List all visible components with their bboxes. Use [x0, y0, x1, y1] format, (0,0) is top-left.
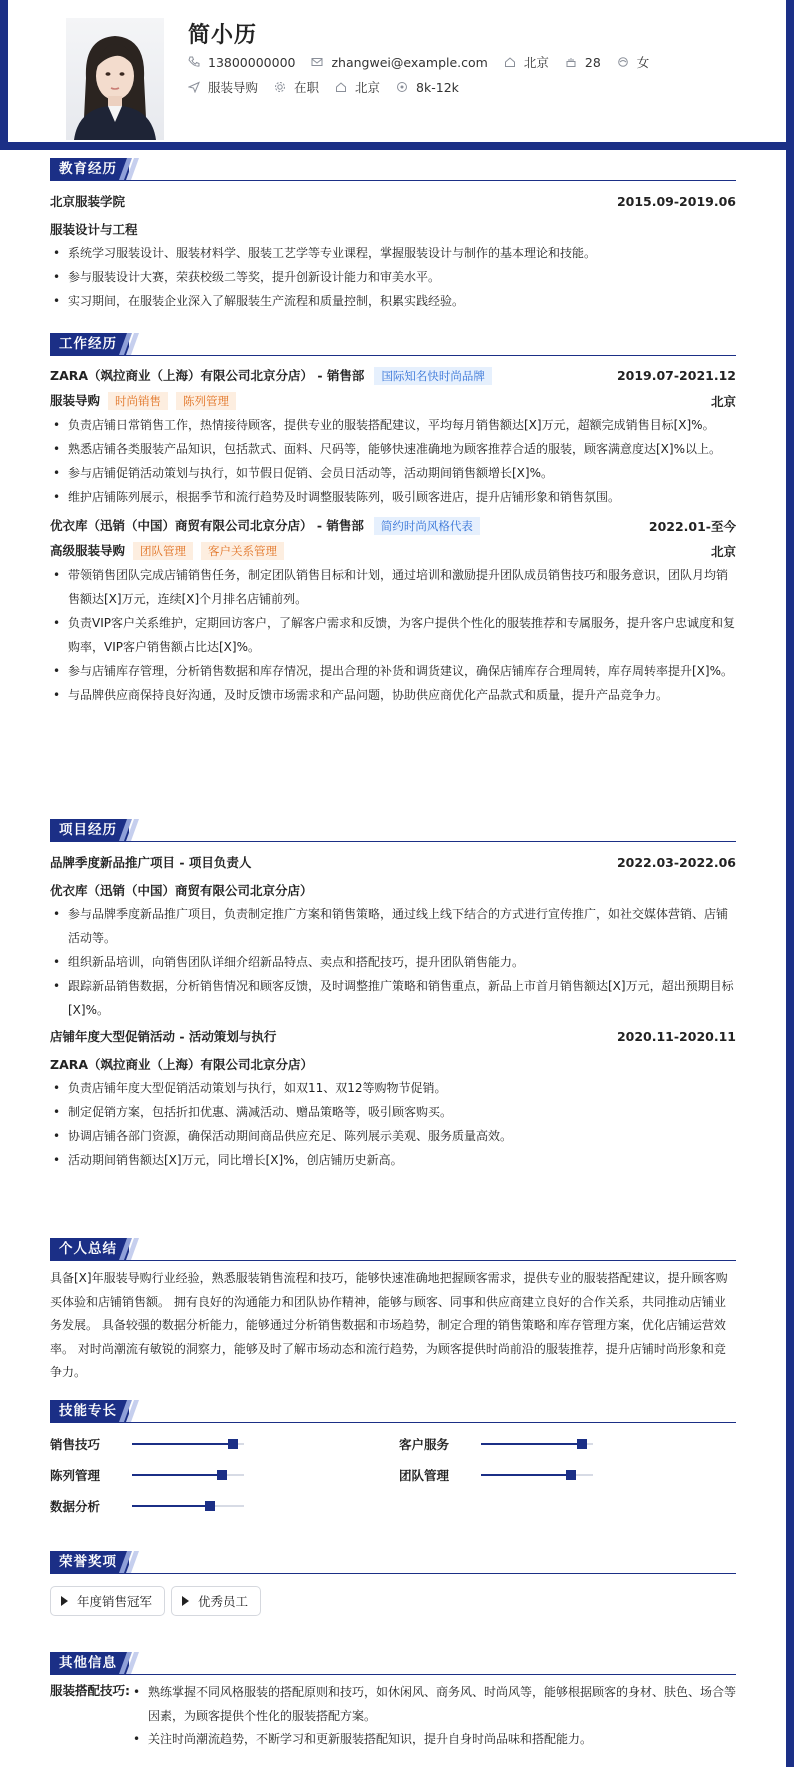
skill-name: 客户服务	[399, 1437, 450, 1452]
avatar	[66, 18, 164, 140]
job-bullets	[50, 563, 736, 707]
school-name: 北京服装学院	[50, 194, 126, 209]
work-section	[50, 333, 736, 733]
list-item: • 参与服装设计大赛，荣获校级二等奖，提升创新设计能力和审美水平。	[50, 265, 736, 289]
project-name: 店铺年度大型促销活动 - 活动策划与执行	[50, 1029, 277, 1044]
list-item: • 制定促销方案，包括折扣优惠、满减活动、赠品策略等，吸引顾客购买。	[50, 1100, 736, 1124]
skill-name: 团队管理	[399, 1468, 450, 1483]
list-item: • 跟踪新品销售数据，分析销售情况和顾客反馈，及时调整推广策略和销售重点，新品上市首月销售额达[X]万元，超出预期目标[X]%。	[50, 974, 736, 1022]
other-section	[50, 1652, 736, 1762]
list-item: • 实习期间，在服装企业深入了解服装生产流程和质量控制，积累实践经验。	[50, 289, 736, 313]
target-job-value: 服装导购	[208, 80, 259, 95]
job-city: 北京	[710, 543, 736, 559]
section-title: 荣誉奖项	[50, 1551, 129, 1573]
award-label: 优秀员工	[198, 1594, 249, 1609]
skill-tag: 团队管理	[133, 542, 193, 560]
status-gear-icon	[274, 81, 286, 93]
skill-level-handle	[205, 1501, 215, 1511]
mail-icon	[311, 56, 323, 68]
skill-item	[50, 1466, 244, 1484]
play-icon	[61, 1596, 68, 1606]
skill-level-handle	[217, 1470, 227, 1480]
project-org: ZARA（飒拉商业（上海）有限公司北京分店）	[50, 1057, 314, 1072]
list-item: • 协调店铺各部门资源，确保活动期间商品供应充足、陈列展示美观、服务质量高效。	[50, 1124, 736, 1148]
city-icon	[335, 81, 347, 93]
awards-section	[50, 1551, 736, 1631]
job-period: 2022.01-至今	[648, 518, 736, 534]
list-item: • 关注时尚潮流趋势，不断学习和更新服装搭配知识，提升自身时尚品味和搭配能力。	[130, 1728, 736, 1752]
education-header	[50, 158, 736, 181]
list-item: • 参与品牌季度新品推广项目，负责制定推广方案和销售策略，通过线上线下结合的方式进行宣传推广，如社交媒体营销、店铺活动等。	[50, 902, 736, 950]
job-role: 服装导购	[50, 393, 101, 408]
age-value: 28	[584, 54, 601, 70]
section-title: 技能专长	[50, 1400, 129, 1422]
list-item: • 负责VIP客户关系维护，定期回访客户，了解客户需求和反馈，为客户提供个性化的服装推荐和专属服务，提升客户忠诚度和复购率，VIP客户销售额占比达[X]%。	[50, 611, 736, 659]
award-badge	[171, 1586, 261, 1616]
section-title: 其他信息	[50, 1652, 129, 1674]
summary-section	[50, 1238, 736, 1388]
phone-icon	[188, 56, 200, 68]
email-value: zhangwei@example.com	[331, 54, 488, 70]
skill-level-handle	[228, 1439, 238, 1449]
job-role: 高级服装导购	[50, 543, 126, 558]
project-period: 2022.03-2022.06	[616, 854, 736, 870]
project-bullets	[50, 1076, 736, 1172]
location-value: 北京	[523, 55, 549, 70]
project-period: 2020.11-2020.11	[616, 1028, 736, 1044]
list-item: • 活动期间销售额达[X]万元，同比增长[X]%，创店铺历史新高。	[50, 1148, 736, 1172]
summary-text: 具备[X]年服装导购行业经验，熟悉服装销售流程和技巧，能够快速准确地把握顾客需求，提供专业的服装搭配建议，提升顾客购买体验和店铺销售额。 拥有良好的沟通能力和团队协作精神，能够与顾客、同事和供应商建立良好的合作关系，共同推动店铺业务发展。 具备较强的数据分析能力，能够通过分析销售数据和市场趋势，制定合理的销售策略和库存管理方案，优化店铺运营效率。 对时尚潮流有敏锐的洞察力，能够及时了解市场动态和流行趋势，为顾客提供时尚前沿的服装推荐，提升店铺时尚形象和竞争力。	[50, 1271, 728, 1379]
list-item: • 参与店铺库存管理，分析销售数据和库存情况，提出合理的补货和调货建议，确保店铺库存合理周转，库存周转率提升[X]%。	[50, 659, 736, 683]
section-title: 工作经历	[50, 333, 129, 355]
skill-tag: 客户关系管理	[201, 542, 284, 560]
summary-header	[50, 1238, 736, 1261]
other-label: 服装搭配技巧:	[50, 1683, 130, 1698]
cake-icon	[565, 56, 577, 68]
project-name: 品牌季度新品推广项目 - 项目负责人	[50, 855, 252, 870]
salary-value: 8k-12k	[416, 79, 459, 95]
list-item: • 熟练掌握不同风格服装的搭配原则和技巧，如休闲风、商务风、时尚风等，能够根据顾客的身材、肤色、场合等因素，为顾客提供个性化的服装搭配方案。	[130, 1681, 736, 1728]
project-bullets	[50, 902, 736, 1022]
gender-value: 女	[636, 55, 650, 70]
section-title: 项目经历	[50, 819, 129, 841]
target-city-value: 北京	[355, 80, 381, 95]
salary-icon	[396, 81, 408, 93]
company-name: 优衣库（迅销（中国）商贸有限公司北京分店） - 销售部	[50, 518, 364, 533]
work-header	[50, 333, 736, 356]
right-frame-bar	[786, 0, 794, 1767]
skill-item	[50, 1497, 244, 1515]
projects-header	[50, 819, 736, 842]
major: 服装设计与工程	[50, 222, 138, 237]
resume-body	[0, 150, 786, 1767]
skills-header	[50, 1400, 736, 1423]
company-tag: 简约时尚风格代表	[374, 517, 480, 535]
contact-row	[188, 53, 665, 71]
list-item: • 负责店铺日常销售工作，热情接待顾客，提供专业的服装搭配建议，平均每月销售额达[X]万元，超额完成销售目标[X]%。	[50, 413, 736, 437]
education-bullets	[50, 241, 736, 313]
job-city: 北京	[710, 393, 736, 409]
job-intent-row	[188, 78, 475, 96]
section-title: 个人总结	[50, 1238, 129, 1260]
skill-bar	[132, 1474, 244, 1476]
skill-tag: 陈列管理	[176, 392, 236, 410]
header-card	[8, 0, 786, 142]
skill-name: 销售技巧	[50, 1437, 101, 1452]
section-title: 教育经历	[50, 158, 129, 180]
gender-icon	[617, 56, 629, 68]
list-item: • 参与店铺促销活动策划与执行，如节假日促销、会员日活动等，活动期间销售额增长[X]%。	[50, 461, 736, 485]
phone-value: 13800000000	[208, 54, 296, 70]
play-icon	[182, 1596, 189, 1606]
award-badge	[50, 1586, 165, 1616]
skill-name: 陈列管理	[50, 1468, 101, 1483]
candidate-name: 简小历	[188, 23, 258, 48]
list-item: • 与品牌供应商保持良好沟通，及时反馈市场需求和产品问题，协助供应商优化产品款式和质量，提升产品竞争力。	[50, 683, 736, 707]
list-item: • 熟悉店铺各类服装产品知识，包括款式、面料、尺码等，能够快速准确地为顾客推荐合适的服装，顾客满意度达[X]%以上。	[50, 437, 736, 461]
skill-level-handle	[577, 1439, 587, 1449]
project-org: 优衣库（迅销（中国）商贸有限公司北京分店）	[50, 883, 313, 898]
awards-header	[50, 1551, 736, 1574]
company-name: ZARA（飒拉商业（上海）有限公司北京分店） - 销售部	[50, 368, 365, 383]
list-item: • 组织新品培训，向销售团队详细介绍新品特点、卖点和搭配技巧，提升团队销售能力。	[50, 950, 736, 974]
skill-bar	[481, 1474, 593, 1476]
send-icon	[188, 81, 200, 93]
education-period: 2015.09-2019.06	[616, 193, 736, 209]
skill-bar	[481, 1443, 593, 1445]
list-item: • 系统学习服装设计、服装材料学、服装工艺学等专业课程，掌握服装设计与制作的基本理论和技能。	[50, 241, 736, 265]
skill-item	[399, 1466, 593, 1484]
job-bullets	[50, 413, 736, 509]
other-list	[130, 1681, 736, 1752]
job-period: 2019.07-2021.12	[616, 368, 736, 383]
skill-bar	[132, 1443, 244, 1445]
company-tag: 国际知名快时尚品牌	[374, 367, 492, 385]
skill-name: 数据分析	[50, 1499, 101, 1514]
skill-item	[399, 1435, 593, 1453]
projects-section	[50, 819, 736, 1199]
education-section	[50, 158, 736, 318]
skill-level-handle	[566, 1470, 576, 1480]
home-icon	[504, 56, 516, 68]
skill-bar	[132, 1505, 244, 1507]
skills-section	[50, 1400, 736, 1515]
skill-item	[50, 1435, 244, 1453]
list-item: • 负责店铺年度大型促销活动策划与执行，如双11、双12等购物节促销。	[50, 1076, 736, 1100]
other-header	[50, 1652, 736, 1675]
skill-tag: 时尚销售	[108, 392, 168, 410]
list-item: • 带领销售团队完成店铺销售任务，制定团队销售目标和计划，通过培训和激励提升团队成员销售技巧和服务意识，团队月均销售额达[X]万元，连续[X]个月排名店铺前列。	[50, 563, 736, 611]
status-value: 在职	[294, 80, 320, 95]
list-item: • 维护店铺陈列展示，根据季节和流行趋势及时调整服装陈列，吸引顾客进店，提升店铺形象和销售氛围。	[50, 485, 736, 509]
award-label: 年度销售冠军	[77, 1594, 153, 1609]
